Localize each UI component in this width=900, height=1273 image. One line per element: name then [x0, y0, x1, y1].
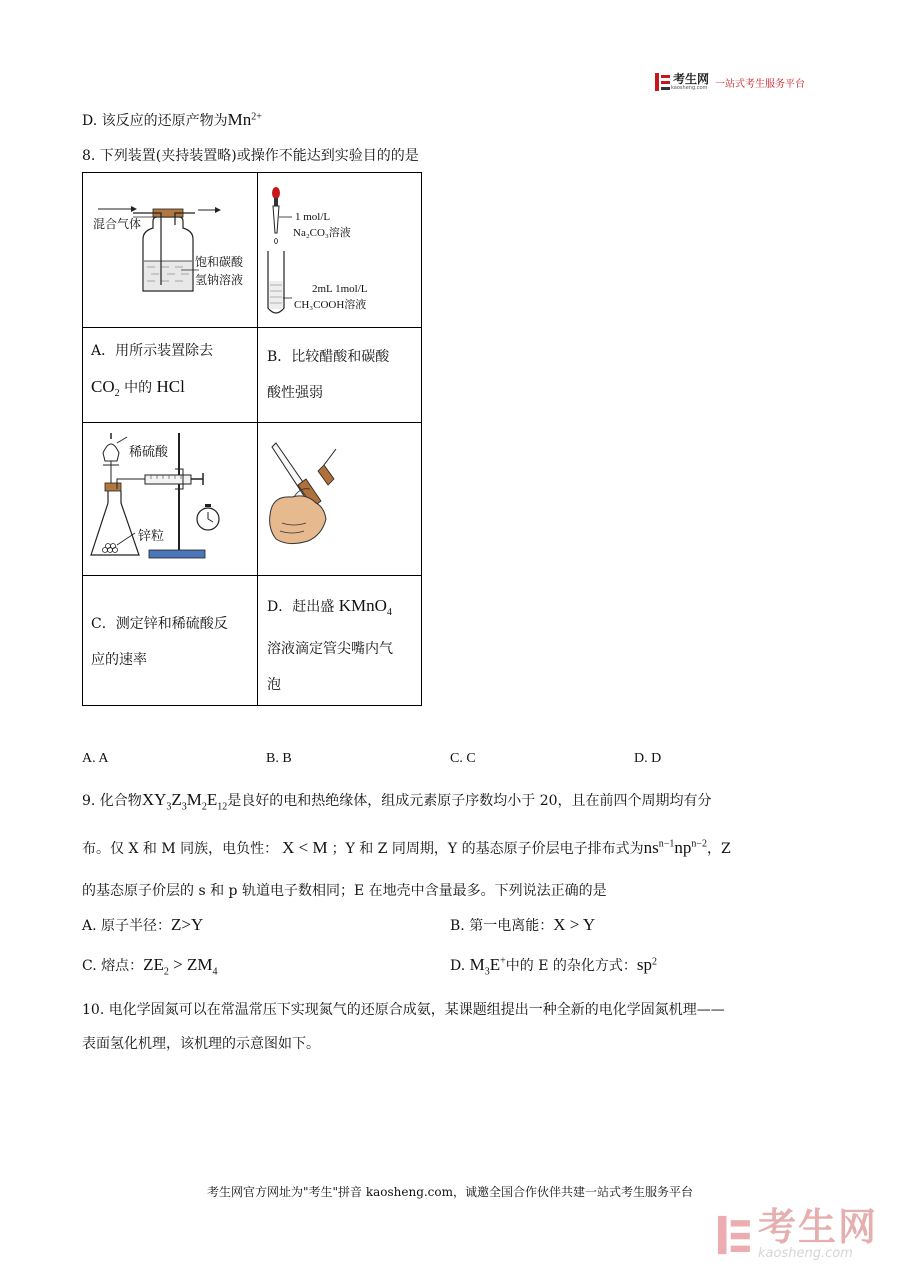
brand-name: 考生网 [673, 72, 710, 86]
q10-line1: 10. 电化学固氮可以在常温常压下实现氮气的还原合成氨，某课题组提出一种全新的电化学固氮机理—— [82, 1002, 725, 1018]
q8-stem: 8. 下列装置(夹持装置略)或操作不能达到实验目的的是 [82, 148, 419, 164]
q8-answer-c: C. C [450, 751, 476, 766]
fig-b-label-top2: Na₂CO₃溶液 [293, 227, 351, 239]
q8-answer-d: D. D [634, 751, 662, 766]
fig-c-label-zn: 锌粒 [138, 529, 165, 544]
figure-a-gas-washing-bottle [83, 173, 257, 327]
fig-a-label-gas: 混合气体 [93, 217, 142, 231]
page-footer: 考生网官方网址为"考生"拼音 kaosheng.com，诚邀全国合作伙伴共建一站式考生服务平台 [206, 1185, 694, 1199]
q10-line2: 表面氢化机理，该机理的示意图如下。 [82, 1036, 320, 1052]
watermark-logo-icon [718, 1215, 752, 1255]
figure-d-burette-hand [258, 423, 423, 575]
cell-d-text: D．赶出盛 KMnO$_4$ 溶液滴定管尖嘴内气 泡 [267, 596, 393, 693]
fig-b-label-bot2: CH₃COOH溶液 [294, 299, 367, 311]
q9-option-d: D. $M_3E^+$中的 E 的杂化方式：$sp^2$ [450, 955, 658, 978]
watermark-text: 考生网 [758, 1205, 879, 1249]
figure-c-reaction-rate-apparatus [83, 423, 257, 575]
brand-slogan: 一站式考生服务平台 [715, 78, 806, 90]
kaosheng-logo-icon [655, 73, 671, 91]
q9-line1: 9. 化合物$XY_3Z_3M_2E_{12}$是良好的电和热绝缘体，组成元素原子序数均小于 20，且在前四个周期均有分 [82, 790, 712, 813]
q8-options-table [82, 172, 422, 706]
fig-c-label-acid: 稀硫酸 [129, 445, 169, 460]
fig-a-label-sol1: 饱和碳酸 [195, 255, 244, 269]
q8-answer-a: A. A [82, 751, 109, 766]
cell-a-text: A．用所示装置除去 $CO_2$ 中的 HCl [91, 343, 214, 399]
cell-b-text: B．比较醋酸和碳酸 酸性强弱 [267, 349, 390, 401]
cell-c-text: C．测定锌和稀硫酸反 应的速率 [91, 616, 228, 668]
q7-option-d: D. 该反应的还原产物为$Mn^{2+}$ [82, 110, 262, 129]
fig-b-label-bot1: 2mL 1mol/L [312, 283, 368, 295]
fig-b-label-top1: 1 mol/L [295, 211, 331, 223]
watermark-sub: kaosheng.com [758, 1246, 853, 1261]
brand-url: kaosheng.com [671, 85, 708, 91]
q9-option-b: B. 第一电离能：X > Y [450, 915, 596, 934]
q9-option-c: C. 熔点：$ZE_2 > ZM_4$ [82, 955, 218, 978]
header-logo [655, 73, 805, 91]
q9-option-a: A. 原子半径：Z>Y [82, 915, 204, 934]
q9-line2: 布。仅 X 和 M 同族，电负性： X < M ；Y 和 Z 同周期，Y 的基态原子价层电子排布式为$ns^{n-1}np^{n-2}$，Z [82, 838, 731, 857]
q9-line3: 的基态原子价层的 s 和 p 轨道电子数相同；E 在地壳中含量最多。下列说法正确的是 [82, 883, 607, 899]
q8-answer-b: B. B [266, 751, 292, 766]
fig-a-label-sol2: 氢钠溶液 [195, 273, 244, 287]
watermark [718, 1205, 879, 1261]
